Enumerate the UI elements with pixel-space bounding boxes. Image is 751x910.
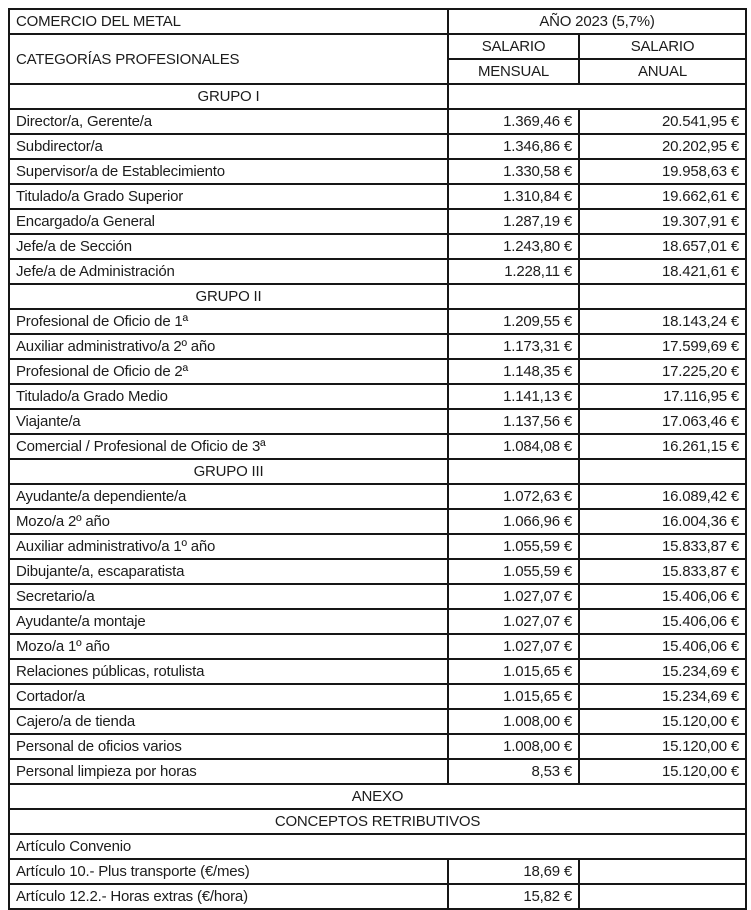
table-row [9, 634, 746, 659]
column-header-salary-monthly-1: SALARIO [448, 34, 579, 59]
annex-section-header-row [9, 834, 746, 859]
category-name: Secretario/a [9, 584, 448, 609]
salary-annual-value: 15.833,87 € [579, 534, 746, 559]
salary-annual-value: 20.202,95 € [579, 134, 746, 159]
salary-annual-value: 19.307,91 € [579, 209, 746, 234]
table-row [9, 234, 746, 259]
category-name: Director/a, Gerente/a [9, 109, 448, 134]
column-header-categories: CATEGORÍAS PROFESIONALES [9, 34, 448, 84]
salary-monthly-value: 1.141,13 € [448, 384, 579, 409]
salary-annual-value: 17.225,20 € [579, 359, 746, 384]
table-row [9, 559, 746, 584]
table-row [9, 534, 746, 559]
salary-table [8, 8, 747, 910]
group-empty-cell [448, 84, 746, 109]
table-row [9, 609, 746, 634]
table-title-year: AÑO 2023 (5,7%) [448, 9, 746, 34]
annex-title-row [9, 784, 746, 809]
group-name: GRUPO I [9, 84, 448, 109]
salary-annual-value: 15.234,69 € [579, 659, 746, 684]
annex-empty-cell [579, 884, 746, 909]
table-row [9, 134, 746, 159]
salary-monthly-value: 1.369,46 € [448, 109, 579, 134]
salary-annual-value: 20.541,95 € [579, 109, 746, 134]
salary-monthly-value: 1.008,00 € [448, 734, 579, 759]
table-row [9, 434, 746, 459]
table-row [9, 384, 746, 409]
table-row [9, 184, 746, 209]
table-row [9, 159, 746, 184]
salary-monthly-value: 1.008,00 € [448, 709, 579, 734]
salary-monthly-value: 1.027,07 € [448, 584, 579, 609]
group-name: GRUPO III [9, 459, 448, 484]
annex-empty-cell [579, 859, 746, 884]
table-row [9, 309, 746, 334]
annex-row [9, 859, 746, 884]
group-empty-cell-annual [579, 459, 746, 484]
salary-annual-value: 15.406,06 € [579, 609, 746, 634]
salary-annual-value: 17.063,46 € [579, 409, 746, 434]
table-row [9, 584, 746, 609]
annex-section-header: Artículo Convenio [9, 834, 746, 859]
salary-annual-value: 15.833,87 € [579, 559, 746, 584]
category-name: Relaciones públicas, rotulista [9, 659, 448, 684]
annex-concept-value: 15,82 € [448, 884, 579, 909]
group-header-row [9, 284, 746, 309]
category-name: Mozo/a 2º año [9, 509, 448, 534]
salary-monthly-value: 1.015,65 € [448, 659, 579, 684]
table-row [9, 359, 746, 384]
salary-monthly-value: 1.055,59 € [448, 534, 579, 559]
table-row [9, 259, 746, 284]
salary-monthly-value: 1.066,96 € [448, 509, 579, 534]
salary-annual-value: 18.657,01 € [579, 234, 746, 259]
group-header-row [9, 459, 746, 484]
table-row-title [9, 9, 746, 34]
salary-annual-value: 18.143,24 € [579, 309, 746, 334]
salary-annual-value: 19.958,63 € [579, 159, 746, 184]
category-name: Viajante/a [9, 409, 448, 434]
category-name: Auxiliar administrativo/a 2º año [9, 334, 448, 359]
table-row [9, 409, 746, 434]
salary-annual-value: 16.261,15 € [579, 434, 746, 459]
column-header-salary-annual-1: SALARIO [579, 34, 746, 59]
category-name: Supervisor/a de Establecimiento [9, 159, 448, 184]
salary-annual-value: 15.406,06 € [579, 584, 746, 609]
salary-annual-value: 17.116,95 € [579, 384, 746, 409]
category-name: Ayudante/a montaje [9, 609, 448, 634]
salary-monthly-value: 1.072,63 € [448, 484, 579, 509]
salary-annual-value: 16.089,42 € [579, 484, 746, 509]
annex-subtitle: CONCEPTOS RETRIBUTIVOS [9, 809, 746, 834]
salary-monthly-value: 1.137,56 € [448, 409, 579, 434]
table-row [9, 509, 746, 534]
salary-annual-value: 15.120,00 € [579, 709, 746, 734]
category-name: Ayudante/a dependiente/a [9, 484, 448, 509]
category-name: Profesional de Oficio de 1ª [9, 309, 448, 334]
category-name: Cortador/a [9, 684, 448, 709]
salary-annual-value: 15.120,00 € [579, 759, 746, 784]
annex-title: ANEXO [9, 784, 746, 809]
category-name: Jefe/a de Sección [9, 234, 448, 259]
group-empty-cell-monthly [448, 284, 579, 309]
table-row [9, 759, 746, 784]
salary-monthly-value: 1.287,19 € [448, 209, 579, 234]
annex-subtitle-row [9, 809, 746, 834]
category-name: Cajero/a de tienda [9, 709, 448, 734]
table-title-left: COMERCIO DEL METAL [9, 9, 448, 34]
salary-annual-value: 18.421,61 € [579, 259, 746, 284]
group-name: GRUPO II [9, 284, 448, 309]
salary-annual-value: 15.234,69 € [579, 684, 746, 709]
annex-row [9, 884, 746, 909]
table-row [9, 209, 746, 234]
category-name: Mozo/a 1º año [9, 634, 448, 659]
category-name: Jefe/a de Administración [9, 259, 448, 284]
table-row [9, 684, 746, 709]
table-row-header-1 [9, 34, 746, 59]
salary-annual-value: 15.120,00 € [579, 734, 746, 759]
salary-monthly-value: 1.027,07 € [448, 609, 579, 634]
salary-monthly-value: 1.015,65 € [448, 684, 579, 709]
salary-annual-value: 15.406,06 € [579, 634, 746, 659]
salary-monthly-value: 1.084,08 € [448, 434, 579, 459]
group-header-row [9, 84, 746, 109]
category-name: Dibujante/a, escaparatista [9, 559, 448, 584]
table-row [9, 334, 746, 359]
salary-monthly-value: 1.173,31 € [448, 334, 579, 359]
column-header-salary-monthly-2: MENSUAL [448, 59, 579, 84]
table-row [9, 709, 746, 734]
category-name: Personal limpieza por horas [9, 759, 448, 784]
category-name: Profesional de Oficio de 2ª [9, 359, 448, 384]
annex-concept-name: Artículo 12.2.- Horas extras (€/hora) [9, 884, 448, 909]
annex-concept-value: 18,69 € [448, 859, 579, 884]
column-header-salary-annual-2: ANUAL [579, 59, 746, 84]
group-empty-cell-monthly [448, 459, 579, 484]
table-row [9, 484, 746, 509]
salary-annual-value: 19.662,61 € [579, 184, 746, 209]
table-row [9, 734, 746, 759]
group-empty-cell-annual [579, 284, 746, 309]
table-row [9, 659, 746, 684]
salary-monthly-value: 1.209,55 € [448, 309, 579, 334]
table-row [9, 109, 746, 134]
salary-monthly-value: 1.148,35 € [448, 359, 579, 384]
salary-monthly-value: 1.346,86 € [448, 134, 579, 159]
category-name: Titulado/a Grado Medio [9, 384, 448, 409]
salary-monthly-value: 1.055,59 € [448, 559, 579, 584]
category-name: Auxiliar administrativo/a 1º año [9, 534, 448, 559]
salary-annual-value: 16.004,36 € [579, 509, 746, 534]
salary-monthly-value: 1.228,11 € [448, 259, 579, 284]
salary-annual-value: 17.599,69 € [579, 334, 746, 359]
category-name: Titulado/a Grado Superior [9, 184, 448, 209]
salary-monthly-value: 8,53 € [448, 759, 579, 784]
annex-concept-name: Artículo 10.- Plus transporte (€/mes) [9, 859, 448, 884]
category-name: Encargado/a General [9, 209, 448, 234]
category-name: Comercial / Profesional de Oficio de 3ª [9, 434, 448, 459]
category-name: Personal de oficios varios [9, 734, 448, 759]
salary-monthly-value: 1.027,07 € [448, 634, 579, 659]
salary-monthly-value: 1.310,84 € [448, 184, 579, 209]
salary-monthly-value: 1.330,58 € [448, 159, 579, 184]
salary-monthly-value: 1.243,80 € [448, 234, 579, 259]
category-name: Subdirector/a [9, 134, 448, 159]
